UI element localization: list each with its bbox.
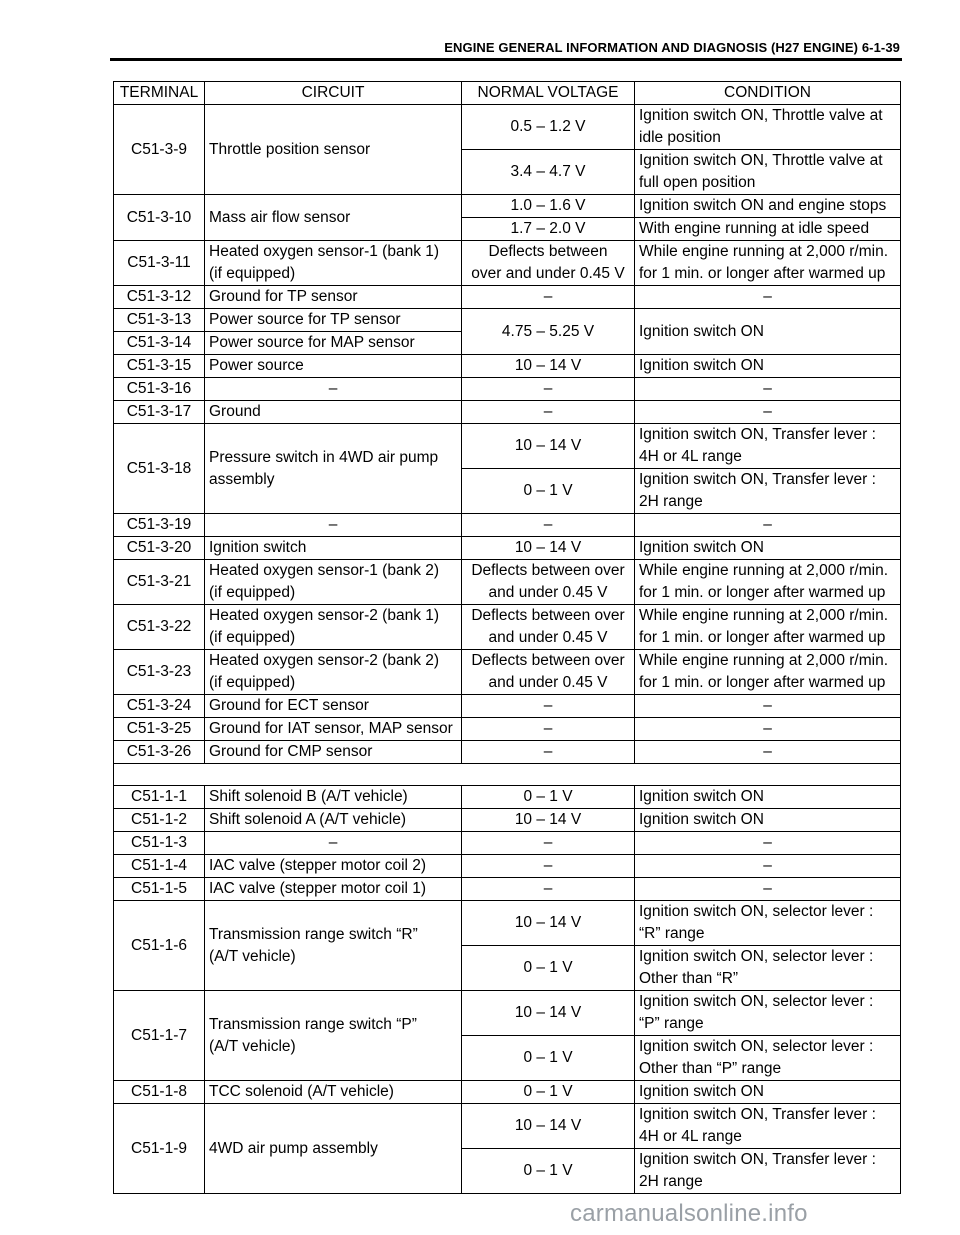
voltage-cell: 0 – 1 V — [462, 1036, 635, 1081]
terminal-cell: C51-3-17 — [114, 401, 205, 424]
condition-cell: – — [635, 741, 901, 764]
table-header-row — [114, 82, 901, 105]
terminal-cell: C51-1-2 — [114, 809, 205, 832]
condition-cell: Ignition switch ON, Transfer lever : 4H or 4L range — [635, 424, 901, 469]
table-row — [114, 695, 901, 718]
condition-cell: Ignition switch ON, selector lever : “R” range — [635, 901, 901, 946]
column-header-terminal: TERMINAL — [114, 82, 205, 105]
terminal-cell: C51-3-19 — [114, 514, 205, 537]
condition-cell: – — [635, 514, 901, 537]
voltage-cell: 1.0 – 1.6 V — [462, 195, 635, 218]
circuit-cell: IAC valve (stepper motor coil 2) — [205, 855, 462, 878]
table-row — [114, 718, 901, 741]
condition-cell: While engine running at 2,000 r/min. for 1 min. or longer after warmed up — [635, 560, 901, 605]
table-row — [114, 878, 901, 901]
circuit-cell: Transmission range switch “P” (A/T vehicle) — [205, 991, 462, 1081]
table-row — [114, 514, 901, 537]
voltage-cell: 10 – 14 V — [462, 424, 635, 469]
voltage-cell: 10 – 14 V — [462, 809, 635, 832]
terminal-cell: C51-3-16 — [114, 378, 205, 401]
condition-cell: Ignition switch ON, Transfer lever : 2H range — [635, 1149, 901, 1194]
table-row — [114, 901, 901, 946]
voltage-cell: 10 – 14 V — [462, 355, 635, 378]
voltage-cell: 10 – 14 V — [462, 991, 635, 1036]
condition-cell: Ignition switch ON — [635, 786, 901, 809]
circuit-cell: Ground for IAT sensor, MAP sensor — [205, 718, 462, 741]
table-body — [114, 105, 901, 1194]
table-row — [114, 105, 901, 150]
condition-cell: Ignition switch ON, Transfer lever : 2H range — [635, 469, 901, 514]
voltage-cell: 0 – 1 V — [462, 786, 635, 809]
condition-cell: With engine running at idle speed — [635, 218, 901, 241]
circuit-cell: Ground for TP sensor — [205, 286, 462, 309]
terminal-cell: C51-3-24 — [114, 695, 205, 718]
circuit-cell: Shift solenoid A (A/T vehicle) — [205, 809, 462, 832]
voltage-cell: 0 – 1 V — [462, 1149, 635, 1194]
terminal-cell: C51-1-6 — [114, 901, 205, 991]
terminal-cell: C51-3-15 — [114, 355, 205, 378]
voltage-cell: – — [462, 741, 635, 764]
column-header-voltage: NORMAL VOLTAGE — [462, 82, 635, 105]
voltage-cell: 0 – 1 V — [462, 1081, 635, 1104]
condition-cell: Ignition switch ON and engine stops — [635, 195, 901, 218]
terminal-cell: C51-3-11 — [114, 241, 205, 286]
condition-cell: – — [635, 286, 901, 309]
circuit-cell: Ignition switch — [205, 537, 462, 560]
condition-cell: Ignition switch ON — [635, 1081, 901, 1104]
voltage-cell: 0.5 – 1.2 V — [462, 105, 635, 150]
circuit-cell: Power source for TP sensor — [205, 309, 462, 332]
terminal-cell: C51-1-5 — [114, 878, 205, 901]
table-row — [114, 424, 901, 469]
voltage-cell: 10 – 14 V — [462, 537, 635, 560]
table-row — [114, 832, 901, 855]
circuit-cell: Power source — [205, 355, 462, 378]
table-row — [114, 855, 901, 878]
circuit-cell: Ground for ECT sensor — [205, 695, 462, 718]
condition-cell: Ignition switch ON, selector lever : Other than “R” — [635, 946, 901, 991]
terminal-cell: C51-3-26 — [114, 741, 205, 764]
circuit-cell: Ground — [205, 401, 462, 424]
voltage-cell: 0 – 1 V — [462, 946, 635, 991]
terminal-cell: C51-3-12 — [114, 286, 205, 309]
terminal-cell: C51-1-1 — [114, 786, 205, 809]
condition-cell: – — [635, 878, 901, 901]
table-separator-row — [114, 764, 901, 786]
table-row — [114, 560, 901, 605]
condition-cell: – — [635, 401, 901, 424]
voltage-cell: – — [462, 718, 635, 741]
terminal-cell: C51-3-21 — [114, 560, 205, 605]
circuit-cell: – — [205, 378, 462, 401]
condition-cell: While engine running at 2,000 r/min. for 1 min. or longer after warmed up — [635, 605, 901, 650]
circuit-cell: Heated oxygen sensor-2 (bank 1) (if equipped) — [205, 605, 462, 650]
terminal-cell: C51-3-18 — [114, 424, 205, 514]
condition-cell: Ignition switch ON — [635, 537, 901, 560]
terminal-voltage-table — [113, 81, 901, 1194]
terminal-cell: C51-3-13 — [114, 309, 205, 332]
column-header-condition: CONDITION — [635, 82, 901, 105]
condition-cell: While engine running at 2,000 r/min. for 1 min. or longer after warmed up — [635, 241, 901, 286]
voltage-cell: Deflects between over and under 0.45 V — [462, 605, 635, 650]
terminal-cell: C51-3-10 — [114, 195, 205, 241]
terminal-cell: C51-3-22 — [114, 605, 205, 650]
terminal-cell: C51-3-23 — [114, 650, 205, 695]
circuit-cell: – — [205, 514, 462, 537]
condition-cell: Ignition switch ON — [635, 309, 901, 355]
watermark: carmanualsonline.info — [570, 1200, 808, 1227]
circuit-cell: Heated oxygen sensor-2 (bank 2) (if equipped) — [205, 650, 462, 695]
circuit-cell: Mass air flow sensor — [205, 195, 462, 241]
circuit-cell: Shift solenoid B (A/T vehicle) — [205, 786, 462, 809]
circuit-cell: IAC valve (stepper motor coil 1) — [205, 878, 462, 901]
page-header: ENGINE GENERAL INFORMATION AND DIAGNOSIS (H27 ENGINE) 6-1-39 — [444, 40, 900, 55]
circuit-cell: Pressure switch in 4WD air pump assembly — [205, 424, 462, 514]
circuit-cell: Heated oxygen sensor-1 (bank 2) (if equipped) — [205, 560, 462, 605]
terminal-cell: C51-3-9 — [114, 105, 205, 195]
voltage-cell: – — [462, 286, 635, 309]
table-row — [114, 1104, 901, 1149]
terminal-cell: C51-1-4 — [114, 855, 205, 878]
circuit-cell: – — [205, 832, 462, 855]
terminal-cell: C51-3-20 — [114, 537, 205, 560]
circuit-cell: 4WD air pump assembly — [205, 1104, 462, 1194]
circuit-cell: Ground for CMP sensor — [205, 741, 462, 764]
table-row — [114, 286, 901, 309]
table-row — [114, 241, 901, 286]
voltage-cell: 10 – 14 V — [462, 1104, 635, 1149]
condition-cell: Ignition switch ON, Throttle valve at idle position — [635, 105, 901, 150]
voltage-cell: – — [462, 514, 635, 537]
voltage-cell: – — [462, 401, 635, 424]
circuit-cell: Heated oxygen sensor-1 (bank 1) (if equipped) — [205, 241, 462, 286]
circuit-cell: TCC solenoid (A/T vehicle) — [205, 1081, 462, 1104]
voltage-cell: 1.7 – 2.0 V — [462, 218, 635, 241]
table-row — [114, 537, 901, 560]
voltage-cell: 10 – 14 V — [462, 901, 635, 946]
condition-cell: – — [635, 832, 901, 855]
circuit-cell: Power source for MAP sensor — [205, 332, 462, 355]
table-row — [114, 195, 901, 218]
voltage-cell: – — [462, 832, 635, 855]
voltage-cell: – — [462, 378, 635, 401]
condition-cell: – — [635, 378, 901, 401]
condition-cell: Ignition switch ON — [635, 355, 901, 378]
terminal-cell: C51-1-3 — [114, 832, 205, 855]
table-row — [114, 355, 901, 378]
voltage-cell: 3.4 – 4.7 V — [462, 150, 635, 195]
table-row — [114, 401, 901, 424]
circuit-cell: Throttle position sensor — [205, 105, 462, 195]
table-row — [114, 650, 901, 695]
condition-cell: Ignition switch ON, selector lever : “P” range — [635, 991, 901, 1036]
table-row — [114, 378, 901, 401]
table-row — [114, 1081, 901, 1104]
table-row — [114, 809, 901, 832]
column-header-circuit: CIRCUIT — [205, 82, 462, 105]
table-row — [114, 309, 901, 332]
condition-cell: – — [635, 855, 901, 878]
voltage-cell: – — [462, 855, 635, 878]
condition-cell: Ignition switch ON, Transfer lever : 4H or 4L range — [635, 1104, 901, 1149]
terminal-cell: C51-1-8 — [114, 1081, 205, 1104]
table-row — [114, 786, 901, 809]
voltage-cell: Deflects between over and under 0.45 V — [462, 650, 635, 695]
table-row — [114, 991, 901, 1036]
table-row — [114, 741, 901, 764]
table-row — [114, 605, 901, 650]
condition-cell: Ignition switch ON, Throttle valve at full open position — [635, 150, 901, 195]
separator-cell — [114, 764, 901, 786]
circuit-cell: Transmission range switch “R” (A/T vehicle) — [205, 901, 462, 991]
terminal-cell: C51-1-7 — [114, 991, 205, 1081]
terminal-cell: C51-1-9 — [114, 1104, 205, 1194]
voltage-cell: – — [462, 878, 635, 901]
terminal-cell: C51-3-14 — [114, 332, 205, 355]
header-rule — [110, 58, 902, 61]
condition-cell: – — [635, 695, 901, 718]
voltage-cell: 4.75 – 5.25 V — [462, 309, 635, 355]
voltage-cell: 0 – 1 V — [462, 469, 635, 514]
terminal-cell: C51-3-25 — [114, 718, 205, 741]
voltage-cell: – — [462, 695, 635, 718]
voltage-cell: Deflects between over and under 0.45 V — [462, 560, 635, 605]
voltage-cell: Deflects between over and under 0.45 V — [462, 241, 635, 286]
condition-cell: – — [635, 718, 901, 741]
condition-cell: Ignition switch ON — [635, 809, 901, 832]
condition-cell: Ignition switch ON, selector lever : Other than “P” range — [635, 1036, 901, 1081]
condition-cell: While engine running at 2,000 r/min. for 1 min. or longer after warmed up — [635, 650, 901, 695]
